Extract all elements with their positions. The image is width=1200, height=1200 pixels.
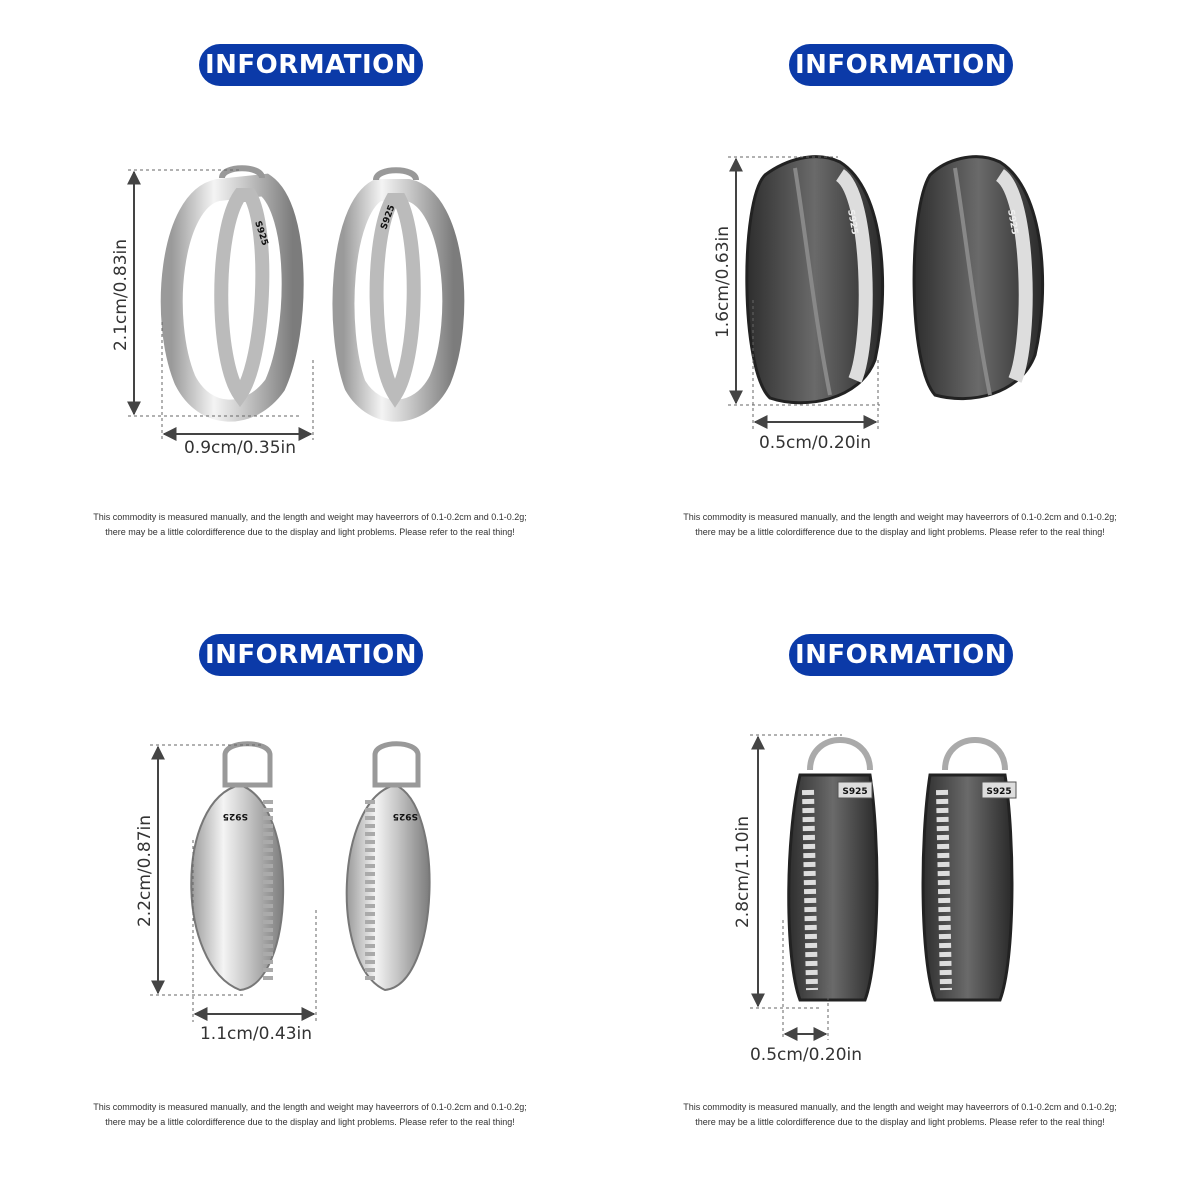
earring-left (747, 157, 883, 403)
note-line-2: there may be a little colordifference due to the display and light problems. Please refer to the real thing! (105, 1117, 515, 1127)
note-line-1: This commodity is measured manually, and the length and weight may haveerrors of 0.1-0.2cm and 0.1-0.2g; (683, 1102, 1117, 1112)
s925-stamp: S925 (1005, 208, 1020, 236)
note-line-2: there may be a little colordifference due to the display and light problems. Please refer to the real thing! (695, 527, 1105, 537)
measurement-note (610, 1100, 1190, 1130)
s925-stamp: S925 (379, 203, 398, 232)
note-line-2: there may be a little colordifference due to the display and light problems. Please refer to the real thing! (695, 1117, 1105, 1127)
panel-braided-hoop (0, 0, 600, 600)
panel-filigree-hoop (590, 0, 1190, 600)
earring-right (923, 740, 1016, 1000)
height-label: 2.1cm/0.83in (111, 238, 131, 352)
information-badge: INFORMATION (789, 44, 1013, 86)
note-line-1: This commodity is measured manually, and the length and weight may haveerrors of 0.1-0.2cm and 0.1-0.2g; (93, 512, 527, 522)
width-label: 0.5cm/0.20in (758, 433, 872, 453)
width-label: 1.1cm/0.43in (199, 1024, 313, 1044)
s925-stamp: S925 (842, 787, 868, 797)
information-badge: INFORMATION (199, 634, 423, 676)
earring-right (914, 157, 1043, 399)
earring-left (789, 740, 877, 1000)
earring-right (343, 170, 453, 410)
information-badge: INFORMATION (789, 634, 1013, 676)
height-label: 1.6cm/0.63in (713, 225, 733, 339)
information-badge: INFORMATION (199, 44, 423, 86)
measurement-note (610, 510, 1190, 540)
s925-stamp: S925 (222, 811, 248, 821)
height-label: 2.2cm/0.87in (135, 814, 155, 928)
note-line-2: there may be a little colordifference due to the display and light problems. Please refer to the real thing! (105, 527, 515, 537)
earring-right (347, 744, 430, 990)
s925-stamp: S925 (986, 787, 1012, 797)
width-label: 0.5cm/0.20in (749, 1045, 863, 1065)
note-line-1: This commodity is measured manually, and the length and weight may haveerrors of 0.1-0.2cm and 0.1-0.2g; (93, 1102, 527, 1112)
width-label: 0.9cm/0.35in (183, 438, 297, 458)
s925-stamp: S925 (392, 811, 418, 821)
note-line-1: This commodity is measured manually, and the length and weight may haveerrors of 0.1-0.2cm and 0.1-0.2g; (683, 512, 1117, 522)
height-label: 2.8cm/1.10in (733, 815, 753, 929)
measurement-note (20, 1100, 600, 1130)
s925-stamp: S925 (252, 219, 270, 247)
measurement-note (20, 510, 600, 540)
s925-stamp: S925 (845, 208, 860, 236)
panel-pave-u-hoop (590, 590, 1190, 1190)
earring-left (172, 168, 293, 410)
panel-shell-hoop (0, 590, 600, 1190)
earring-left (191, 744, 283, 990)
